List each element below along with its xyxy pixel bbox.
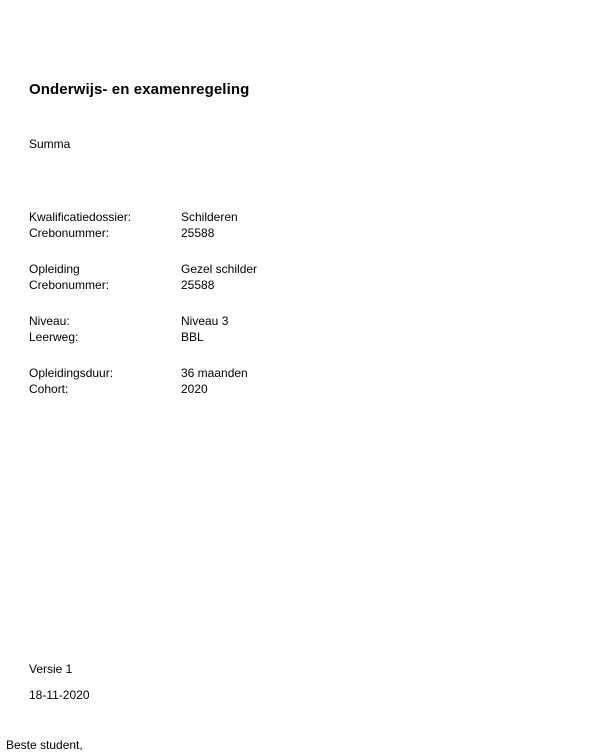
info-row xyxy=(29,262,349,278)
info-value: Niveau 3 xyxy=(181,314,229,328)
info-group-qualification xyxy=(29,210,349,241)
info-group-level xyxy=(29,314,349,345)
info-row xyxy=(29,382,349,398)
salutation-text: Beste student, xyxy=(6,738,83,752)
info-row xyxy=(29,278,349,294)
info-label: Cohort: xyxy=(29,381,69,396)
info-group-duration xyxy=(29,366,349,397)
info-label: Crebonummer: xyxy=(29,277,110,292)
info-label: Niveau: xyxy=(29,314,70,328)
info-value: 2020 xyxy=(181,381,208,396)
info-value: 25588 xyxy=(181,225,215,240)
info-value: BBL xyxy=(181,329,204,344)
info-row xyxy=(29,330,349,346)
info-label: Leerweg: xyxy=(29,329,79,344)
organization-name: Summa xyxy=(29,137,71,151)
document-date: 18-11-2020 xyxy=(29,688,90,702)
info-value: Gezel schilder xyxy=(181,262,258,276)
info-row xyxy=(29,366,349,382)
info-row xyxy=(29,314,349,330)
info-label: Opleiding xyxy=(29,262,80,276)
info-label: Crebonummer: xyxy=(29,225,110,240)
info-label: Kwalificatiedossier: xyxy=(29,210,132,224)
info-row xyxy=(29,226,349,242)
document-title: Onderwijs- en examenregeling xyxy=(29,81,250,98)
version-label: Versie 1 xyxy=(29,662,73,676)
info-label: Opleidingsduur: xyxy=(29,366,114,380)
info-value: 36 maanden xyxy=(181,366,248,380)
info-group-program xyxy=(29,262,349,293)
info-value: Schilderen xyxy=(181,210,238,224)
info-value: 25588 xyxy=(181,277,215,292)
info-row xyxy=(29,210,349,226)
